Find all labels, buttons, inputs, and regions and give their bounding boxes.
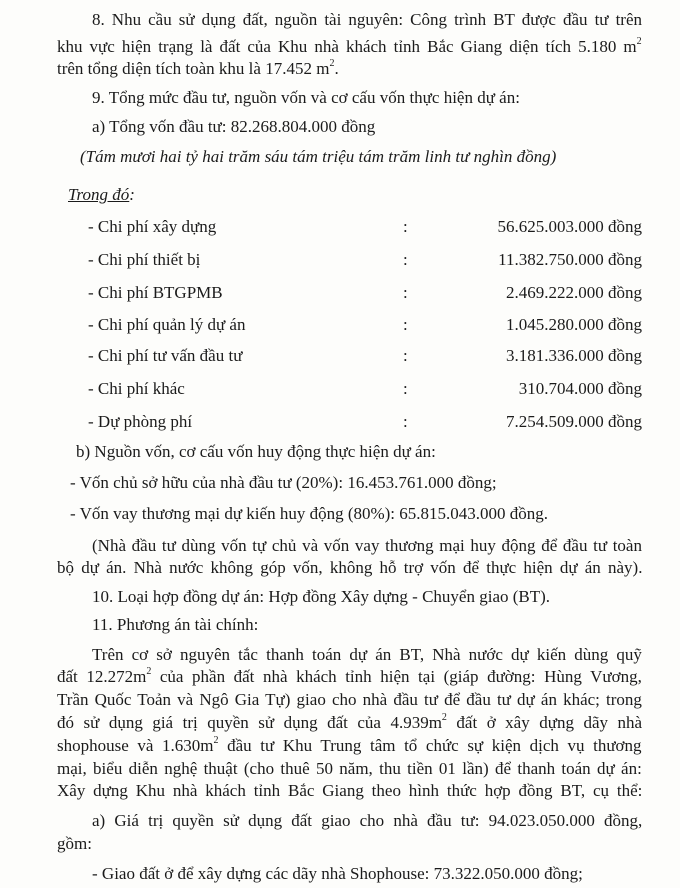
loan-line: - Vốn vay thương mại dự kiến huy động (80%): 65.815.043.000 đồng. <box>70 504 549 523</box>
shophouse-land-line: - Giao đất ở để xây dựng các dãy nhà Shophouse: 73.322.050.000 đồng; <box>92 864 583 883</box>
s11-para-line2: đất $12.272m^2$ của phần đất nhà khách tỉnh hiện tại (giáp đường: Hùng Vương, <box>57 666 642 686</box>
s11-para-line1: Trên cơ sở nguyên tắc thanh toán dự án BT, Nhà nước dự kiến dùng quỹ <box>92 645 642 664</box>
cost-colon: : <box>403 315 408 334</box>
land-value-line: a) Giá trị quyền sử dụng đất giao cho nhà đầu tư: 94.023.050.000 đồng, <box>92 811 643 830</box>
s11-para-line5: shophouse và $1.630m^2$ đầu tư Khu Trung tâm tổ chức sự kiện dịch vụ thương <box>57 735 642 755</box>
cost-colon: : <box>403 283 408 302</box>
land-value-gom: gồm: <box>57 834 92 853</box>
cost-colon: : <box>403 379 408 398</box>
cost-amount: 56.625.003.000 đồng <box>497 217 642 236</box>
cost-amount: 7.254.509.000 đồng <box>506 412 642 431</box>
cost-label: - Dự phòng phí <box>88 412 193 431</box>
s11-para-line4: đó sử dụng giá trị quyền sử dụng đất của $4.939m^2$ đất ở xây dựng dãy nhà <box>57 712 643 732</box>
equity-line: - Vốn chủ sở hữu của nhà đầu tư (20%): 16.453.761.000 đồng; <box>70 473 497 492</box>
cost-label: - Chi phí tư vấn đầu tư <box>88 346 243 365</box>
cost-amount: 1.045.280.000 đồng <box>506 315 642 334</box>
funding-heading: b) Nguồn vốn, cơ cấu vốn huy động thực hiện dự án: <box>76 442 436 461</box>
total-investment-in-words: (Tám mươi hai tỷ hai trăm sáu tám triệu tám trăm linh tư nghìn đồng) <box>80 147 557 166</box>
cost-amount: 3.181.336.000 đồng <box>506 346 642 365</box>
s11-heading: 11. Phương án tài chính: <box>92 615 259 634</box>
cost-label: - Chi phí khác <box>88 379 185 398</box>
cost-amount: 11.382.750.000 đồng <box>498 250 642 269</box>
funding-note-line1: (Nhà đầu tư dùng vốn tự chủ và vốn vay thương mại huy động để đầu tư toàn <box>92 536 642 555</box>
cost-amount: 310.704.000 đồng <box>518 379 642 398</box>
s11-para-line7: Xây dựng Khu nhà khách tỉnh Bắc Giang theo hình thức hợp đồng BT, cụ thể: <box>57 781 643 800</box>
s8-line3: trên tổng diện tích toàn khu là 17.452 $m^2$. <box>57 58 339 78</box>
s8-line2: khu vực hiện trạng là đất của Khu nhà khách tỉnh Bắc Giang diện tích 5.180 $m^2$ <box>57 36 642 56</box>
s11-para-line3: Trần Quốc Toản và Ngô Gia Tự) giao cho nhà đầu tư để đầu tư dự án khác; trong <box>57 690 642 709</box>
total-investment: a) Tổng vốn đầu tư: 82.268.804.000 đồng <box>92 117 376 136</box>
cost-colon: : <box>403 217 408 236</box>
s11-para-line6: mại, biểu diễn nghệ thuật (cho thuê 50 năm, thu tiền 01 lần) để thanh toán dự án: <box>57 759 642 778</box>
s9-heading: 9. Tổng mức đầu tư, nguồn vốn và cơ cấu vốn thực hiện dự án: <box>92 88 520 107</box>
s10-contract-type: 10. Loại hợp đồng dự án: Hợp đồng Xây dựng - Chuyển giao (BT). <box>92 587 551 606</box>
funding-note-line2: bộ dự án. Nhà nước không góp vốn, không hỗ trợ vốn để thực hiện dự án này). <box>57 558 643 577</box>
cost-label: - Chi phí xây dựng <box>88 217 217 236</box>
cost-colon: : <box>403 412 408 431</box>
trong-do-label: Trong đó: <box>68 185 135 204</box>
cost-label: - Chi phí BTGPMB <box>88 283 223 302</box>
cost-label: - Chi phí thiết bị <box>88 250 201 269</box>
cost-colon: : <box>403 346 408 365</box>
s8-line1: 8. Nhu cầu sử dụng đất, nguồn tài nguyên: Công trình BT được đầu tư trên <box>92 10 642 29</box>
cost-label: - Chi phí quản lý dự án <box>88 315 246 334</box>
cost-colon: : <box>403 250 408 269</box>
cost-amount: 2.469.222.000 đồng <box>506 283 642 302</box>
